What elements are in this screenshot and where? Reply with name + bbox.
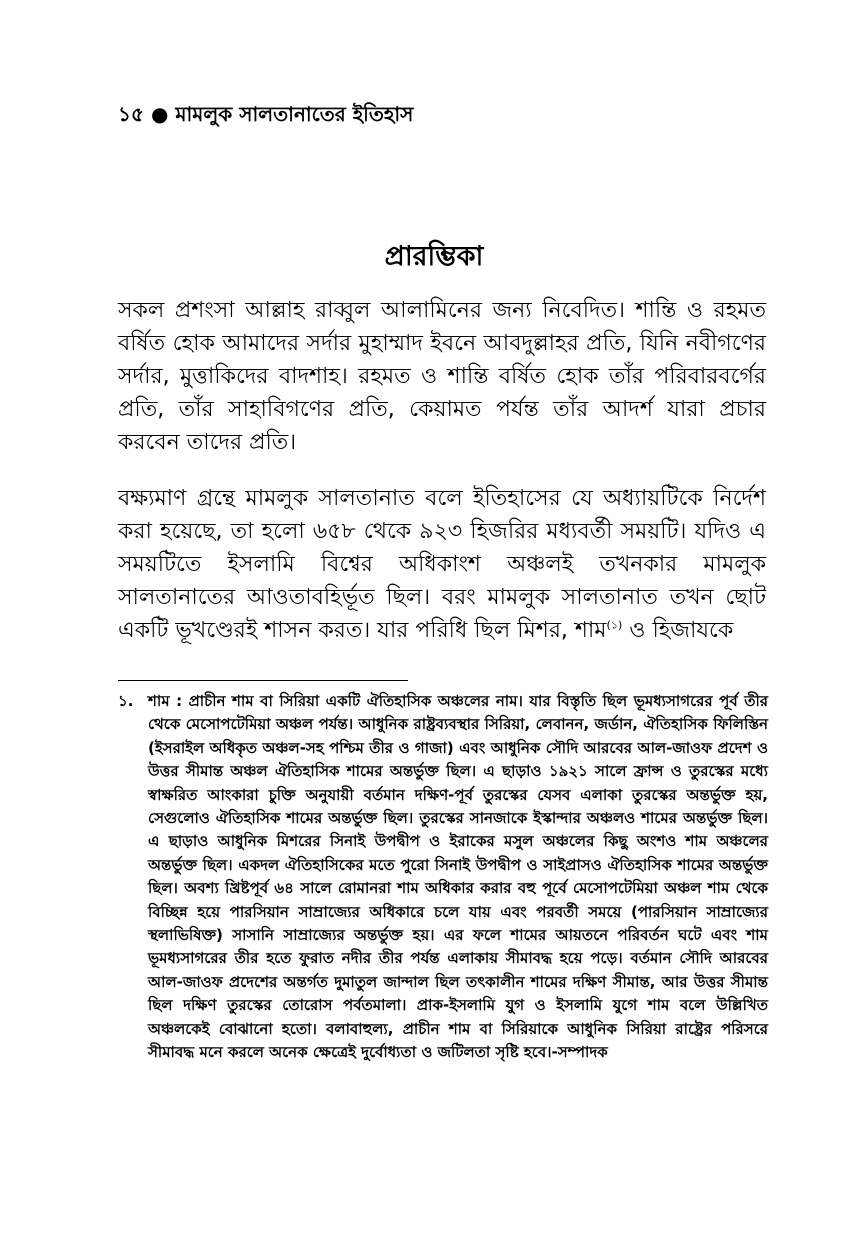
running-header bbox=[118, 100, 413, 133]
paragraph-opening: সকল প্রশংসা আল্লাহ রাব্বুল আলামিনের জন্য নিবেদিত। শান্তি ও রহমত বর্ষিত হোক আমাদের সর্দার মুহাম্মাদ ইবনে আবদুল্লাহর প্রতি, যিনি নবীগণের সর্দার, মুত্তাকিদের বাদশাহ। রহমত ও শান্তি বর্ষিত হোক তাঁর পরিবারবর্গের প্রতি, তাঁর সাহাবিগণের প্রতি, কেয়ামত পর্যন্ত তাঁর আদর্শ যারা প্রচার করবেন তাদের প্রতি। bbox=[118, 298, 766, 455]
book-title: মামলুক সালতানাতের ইতিহাস bbox=[175, 102, 414, 126]
footnote-marker: ১. bbox=[118, 692, 134, 710]
section-heading: প্রারম্ভিকা bbox=[384, 241, 484, 272]
footnote-text: শাম : প্রাচীন শাম বা সিরিয়া একটি ঐতিহাসিক অঞ্চলের নাম। যার বিস্তৃতি ছিল ভূমধ্যসাগরের পূর্ব তীর থেকে মেসোপটেমিয়া অঞ্চল পর্যন্ত। আধুনিক রাষ্ট্রব্যবস্থার সিরিয়া, লেবানন, জর্ডান, ঐতিহাসিক ফিলিস্তিন (ইসরাইল অধিকৃত অঞ্চল-সহ পশ্চিম তীর ও গাজা) এবং আধুনিক সৌদি আরবের আল-জাওফ প্রদেশ ও উত্তর সীমান্ত অঞ্চল ঐতিহাসিক শামের অন্তর্ভুক্ত ছিল। এ ছাড়াও ১৯২১ সালে ফ্রান্স ও তুরস্কের মধ্যে স্বাক্ষরিত আংকারা চুক্তি অনুযায়ী বর্তমান দক্ষিণ-পূর্ব তুরস্কের যেসব এলাকা তুরস্কের অন্তর্ভুক্ত হয়, সেগুলোও ঐতিহাসিক শামের অন্তর্ভুক্ত ছিল। তুরস্কের সানজাকে ইস্কান্দার অঞ্চলও শামের অন্তর্ভুক্ত ছিল। এ ছাড়াও আধুনিক মিশরের সিনাই উপদ্বীপ ও ইরাকের মসুল অঞ্চলের কিছু অংশও শাম অঞ্চলের অন্তর্ভুক্ত ছিল। একদল ঐতিহাসিকের মতে পুরো সিনাই উপদ্বীপ ও সাইপ্রাসও ঐতিহাসিক শামের অন্তর্ভুক্ত ছিল। অবশ্য খ্রিষ্টপূর্ব ৬৪ সালে রোমানরা শাম অধিকার করার বহু পূর্বে মেসোপটেমিয়া অঞ্চল শাম থেকে বিচ্ছিন্ন হয়ে পারসিয়ান সাম্রাজ্যের অধিকারে চলে যায় এবং পরবর্তী সময়ে (পারসিয়ান সাম্রাজ্যের স্থলাভিষিক্ত) সাসানি সাম্রাজ্যের অন্তর্ভুক্ত হয়। এর ফলে শামের আয়তনে পরিবর্তন ঘটে এবং শাম ভূমধ্যসাগরের তীর হতে ফুরাত নদীর তীর পর্যন্ত এলাকায় সীমাবদ্ধ হয়ে পড়ে। বর্তমান সৌদি আরবের আল-জাওফ প্রদেশের অন্তর্গত দুমাতুল জান্দাল ছিল তৎকালীন শামের দক্ষিণ সীমান্ত, আর উত্তর সীমান্ত ছিল দক্ষিণ তুরস্কের তোরোস পর্বতমালা। প্রাক-ইসলামি যুগ ও ইসলামি যুগে শাম বলে উল্লিখিত অঞ্চলকেই বোঝানো হতো। বলাবাহুল্য, প্রাচীন শাম বা সিরিয়াকে আধুনিক সিরিয়া রাষ্ট্রের পরিসরে সীমাবদ্ধ মনে করলে অনেক ক্ষেত্রেই দুর্বোধ্যতা ও জটিলতা সৃষ্টি হবে।-সম্পাদক bbox=[148, 692, 768, 1062]
footnote-reference: (১) bbox=[606, 618, 623, 632]
paragraph-text: বক্ষ্যমাণ গ্রন্থে মামলুক সালতানাত বলে ইতিহাসের যে অধ্যায়টিকে নির্দেশ করা হয়েছে, তা হলো ৬৫৮ থেকে ৯২৩ হিজরির মধ্যবর্তী সময়টি। যদিও এ সময়টিতে ইসলামি বিশ্বের অধিকাংশ অঞ্চলই তখনকার মামলুক সালতানাতের আওতাবহির্ভূত ছিল। বরং মামলুক সালতানাত তখন ছোট একটি ভূখণ্ডেরই শাসন করত। যার পরিধি ছিল মিশর, শাম bbox=[118, 486, 766, 643]
paragraph-text-tail: ও হিজাযকে bbox=[622, 618, 734, 643]
page-number: ১৫ bbox=[118, 102, 144, 126]
footnote bbox=[118, 690, 768, 1065]
footnote-divider bbox=[118, 680, 408, 681]
header-bullet: ● bbox=[150, 102, 169, 126]
paragraph-scope bbox=[118, 482, 766, 647]
